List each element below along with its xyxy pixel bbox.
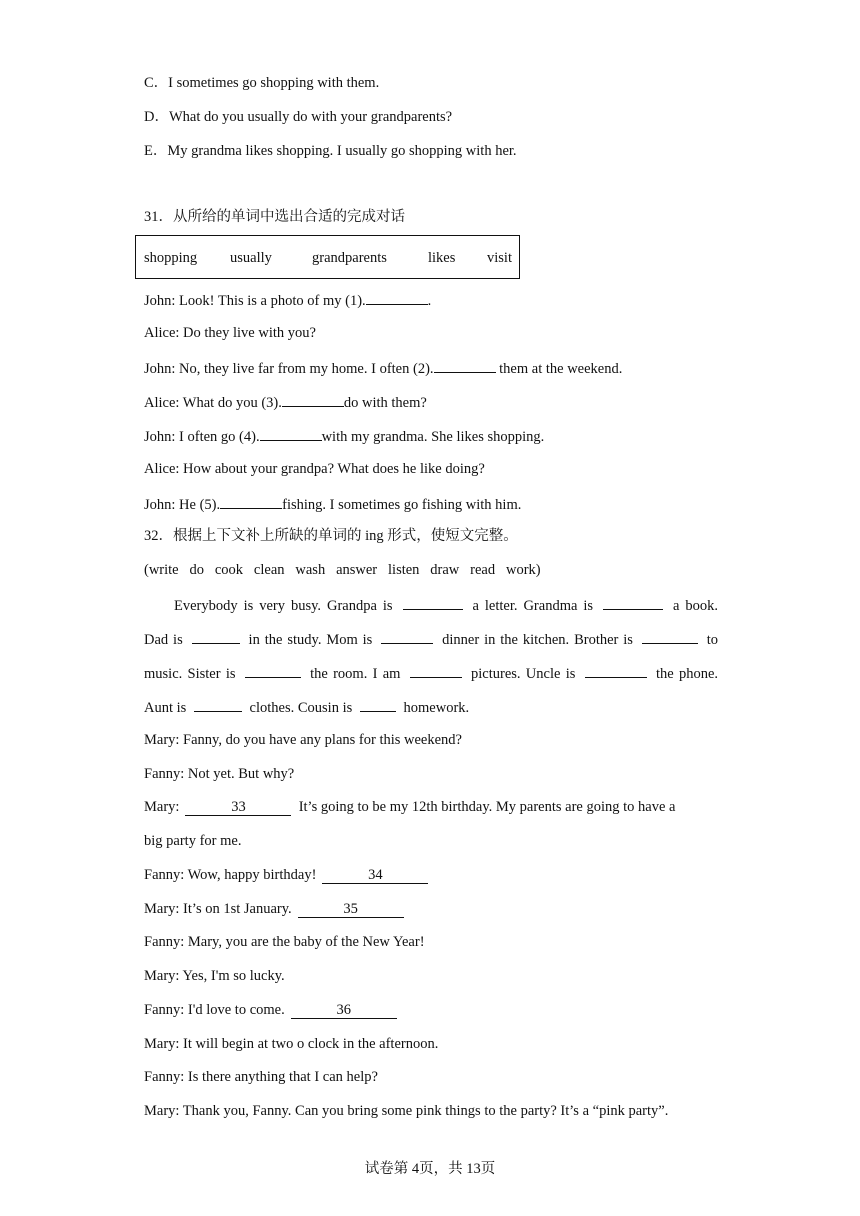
q32-para-line-3: music. Sister is the room. I am pictures. Uncle is the phone. [144, 663, 718, 683]
answer-blank[interactable] [410, 663, 462, 678]
dialog-line: Fanny: I'd love to come. 36 [144, 1001, 397, 1019]
answer-blank[interactable] [366, 290, 428, 305]
dialog-line: Fanny: Not yet. But why? [144, 766, 295, 782]
blank-36[interactable]: 36 [291, 1002, 397, 1019]
answer-blank[interactable] [220, 494, 282, 509]
answer-blank[interactable] [585, 663, 647, 678]
option-c: C．I sometimes go shopping with them. [144, 75, 380, 91]
word-option: grandparents [312, 250, 387, 266]
dialog-line: Mary: 33 It’s going to be my 12th birthday. My parents are going to have a [144, 799, 676, 815]
dialog-line: Mary: Yes, I'm so lucky. [144, 968, 285, 984]
dialog-line: Fanny: Is there anything that I can help? [144, 1069, 378, 1085]
option-d: D．What do you usually do with your grandparents? [144, 109, 453, 125]
q32-para-line-1: Everybody is very busy. Grandpa is a letter. Grandma is a book. [144, 595, 718, 615]
answer-blank[interactable] [403, 595, 463, 610]
answer-blank[interactable] [282, 392, 344, 407]
dialog-line: Mary: Thank you, Fanny. Can you bring some pink things to the party? It’s a “pink party”. [144, 1103, 669, 1119]
q32-para-line-4: Aunt is clothes. Cousin is homework. [144, 697, 469, 717]
q31-line-1: John: Look! This is a photo of my (1). . [144, 290, 431, 310]
word-option: visit [487, 250, 512, 266]
answer-blank[interactable] [194, 697, 242, 712]
answer-blank[interactable] [603, 595, 663, 610]
word-option: usually [230, 250, 272, 266]
word-box [135, 235, 520, 279]
dialog-line: Fanny: Wow, happy birthday! 34 [144, 866, 428, 884]
page-footer: 试卷第 4页，共 13页 [364, 1161, 496, 1177]
q31-line-7: John: He (5). fishing. I sometimes go fishing with him. [144, 494, 521, 514]
answer-blank[interactable] [381, 629, 433, 644]
dialog-line: big party for me. [144, 833, 242, 849]
answer-blank[interactable] [192, 629, 240, 644]
q32-title: 32．根据上下文补上所缺的单词的 ing 形式，使短文完整。 [144, 528, 518, 544]
dialog-line: Mary: It’s on 1st January. 35 [144, 900, 404, 918]
q32-para-line-2: Dad is in the study. Mom is dinner in the kitchen. Brother is to [144, 629, 718, 649]
blank-35[interactable]: 35 [298, 901, 404, 918]
answer-blank[interactable] [360, 697, 396, 712]
blank-34[interactable]: 34 [322, 867, 428, 884]
answer-blank[interactable] [245, 663, 301, 678]
dialog-line: Mary: Fanny, do you have any plans for this weekend? [144, 732, 462, 748]
dialog-line: Mary: It will begin at two o clock in the afternoon. [144, 1036, 439, 1052]
q31-line-3: John: No, they live far from my home. I often (2). them at the weekend. [144, 358, 622, 378]
q31-line-5: John: I often go (4). with my grandma. She likes shopping. [144, 426, 544, 446]
word-option: likes [428, 250, 456, 266]
dialog-line: Fanny: Mary, you are the baby of the New Year! [144, 934, 425, 950]
q32-word-list: (write do cook clean wash answer listen draw read work) [144, 562, 541, 578]
answer-blank[interactable] [434, 358, 496, 373]
answer-blank[interactable] [260, 426, 322, 441]
word-option: shopping [144, 250, 198, 266]
q31-line-6: Alice: How about your grandpa? What does he like doing? [144, 461, 485, 477]
q31-title: 31．从所给的单词中选出合适的完成对话 [144, 209, 405, 225]
option-e: E．My grandma likes shopping. I usually go shopping with her. [144, 143, 517, 159]
q31-line-2: Alice: Do they live with you? [144, 325, 316, 341]
q31-line-4: Alice: What do you (3). do with them? [144, 392, 427, 412]
blank-33[interactable]: 33 [185, 799, 291, 816]
answer-blank[interactable] [642, 629, 698, 644]
